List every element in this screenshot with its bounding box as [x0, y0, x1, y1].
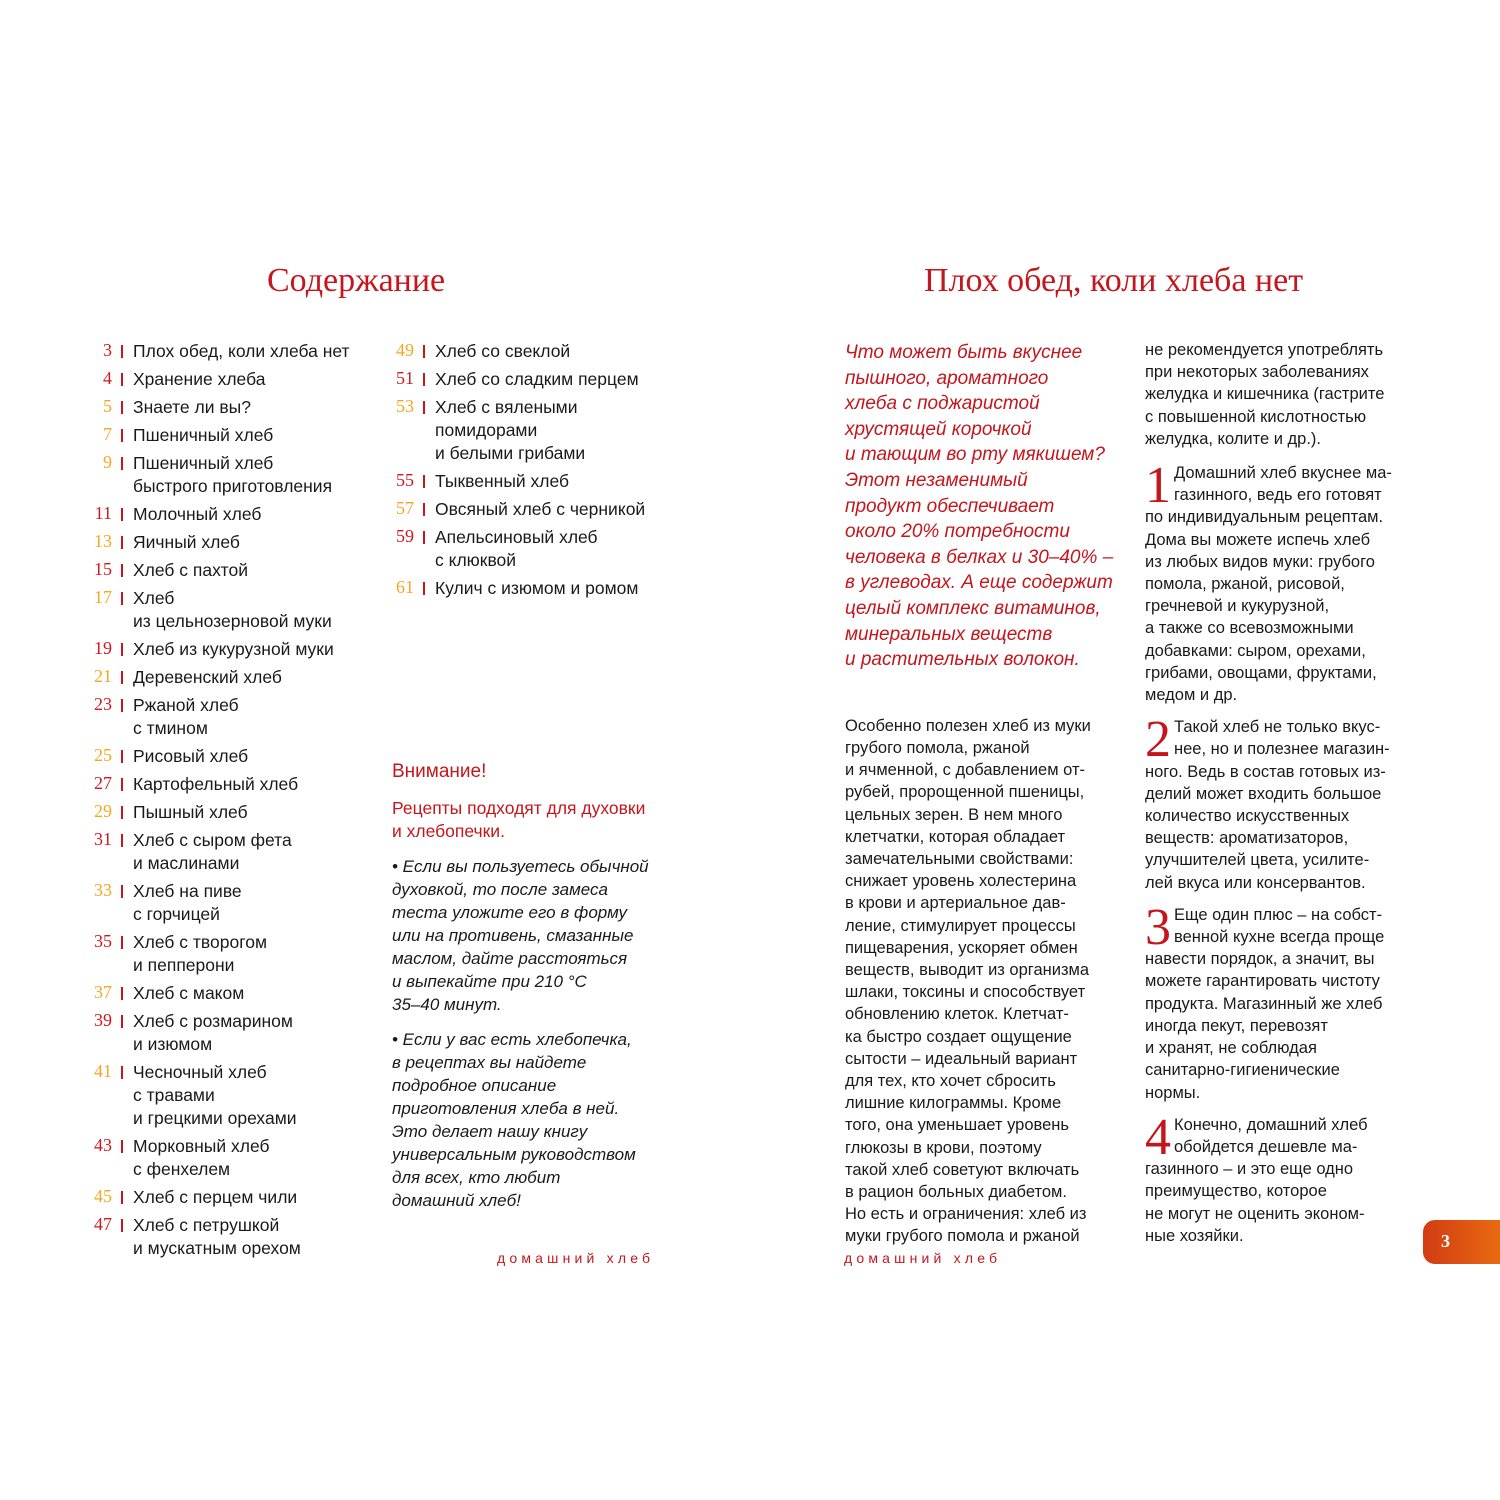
toc-entry[interactable] [88, 773, 368, 796]
toc-separator [121, 373, 123, 386]
toc-separator [121, 643, 123, 656]
attention-bullet-oven: • Если вы пользуетесь обычной духовкой, то после замеса теста уложите его в форму или на противень, смазанные маслом, дайте расстояться и выпекайте при 210 °C 35–40 минут. [392, 857, 649, 1014]
reason-paragraph [1145, 898, 1420, 1104]
toc-title: Тыквенный хлеб [435, 471, 570, 491]
reasons-list [1145, 457, 1420, 1247]
toc-separator [121, 987, 123, 1000]
toc-entry[interactable] [88, 424, 368, 447]
reason-text: Еще один плюс – на собст- венной кухне всегда проще навести порядок, а значит, вы можете гарантировать чистоту продукта. Магазинный же хлеб иногда пекут, перевозят и хранят, не соблюдая санитарно-гигиенические нормы. [1145, 905, 1385, 1102]
left-running-footer: домашний хлеб [497, 1250, 655, 1266]
toc-title: Хлеб с сыром фета и маслинами [133, 830, 292, 873]
toc-page-number: 45 [94, 1186, 112, 1206]
toc-entry[interactable] [88, 1010, 368, 1056]
toc-page-number: 27 [94, 773, 112, 793]
toc-entry[interactable] [390, 340, 680, 363]
toc-entry[interactable] [88, 1061, 368, 1130]
toc-separator [121, 429, 123, 442]
continuation-paragraph: не рекомендуется употреблять при некоторых заболеваниях желудка и кишечника (гастрите с повышенной кислотностью желудка, колите и др.). [1145, 341, 1385, 448]
toc-entry[interactable] [390, 470, 680, 493]
reason-drop-number: 2 [1145, 711, 1171, 769]
page-number-tab [1423, 1220, 1500, 1264]
toc-entry[interactable] [88, 559, 368, 582]
toc-separator [121, 564, 123, 577]
toc-page-number: 39 [94, 1010, 112, 1030]
toc-title: Морковный хлеб с фенхелем [133, 1136, 270, 1179]
toc-separator [121, 508, 123, 521]
toc-separator [121, 885, 123, 898]
toc-separator [121, 699, 123, 712]
toc-page-number: 21 [94, 666, 112, 686]
reason-paragraph [1145, 711, 1420, 894]
toc-title: Хлеб с творогом и пепперони [133, 932, 267, 975]
attention-bullet-breadmaker: • Если у вас есть хлебопечка, в рецептах вы найдете подробное описание приготовления хлеба в ней. Это делает нашу книгу универсальным руководством для всех, кто любит домашний хлеб! [392, 1030, 636, 1210]
right-running-footer: домашний хлеб [844, 1250, 1002, 1266]
right-page [750, 0, 1500, 1500]
toc-entry[interactable] [88, 982, 368, 1005]
toc-title: Пышный хлеб [133, 802, 248, 822]
toc-separator [121, 536, 123, 549]
toc-separator [423, 345, 425, 358]
reason-drop-number: 3 [1145, 898, 1171, 956]
toc-entry[interactable] [88, 531, 368, 554]
toc-separator [423, 373, 425, 386]
intro-column [845, 340, 1120, 1248]
toc-separator [423, 503, 425, 516]
intro-lead-paragraph: Что может быть вкуснее пышного, ароматного хлеба с поджаристой хрустящей корочкой и тающим во рту мякишем? Этот незаменимый продукт обеспечивает около 20% потребности человека в белках и 30–40% – в углеводах. А еще содержит целый комплекс витаминов, минеральных веществ и растительных волокон. [845, 342, 1114, 671]
toc-title: Хлеб с перцем чили [133, 1187, 298, 1207]
attention-title: Внимание! [392, 761, 487, 782]
toc-title: Молочный хлеб [133, 504, 262, 524]
toc-entry[interactable] [88, 931, 368, 977]
toc-separator [121, 401, 123, 414]
toc-separator [423, 582, 425, 595]
toc-entry[interactable] [390, 368, 680, 391]
reason-text: Конечно, домашний хлеб обойдется дешевле ма- газинного – и это еще одно преимущество, которое не могут не оценить эконом- ные хозяйки. [1145, 1115, 1368, 1245]
toc-page-number: 29 [94, 801, 112, 821]
toc-page-number: 3 [103, 340, 112, 360]
toc-page-number: 9 [103, 452, 112, 472]
toc-page-number: 57 [396, 498, 414, 518]
reason-drop-number: 1 [1145, 457, 1171, 515]
toc-title: Ржаной хлеб с тмином [133, 695, 239, 738]
toc-separator [121, 750, 123, 763]
toc-separator [121, 936, 123, 949]
toc-page-number: 5 [103, 396, 112, 416]
toc-title: Хранение хлеба [133, 369, 266, 389]
toc-page-number: 49 [396, 340, 414, 360]
page-number: 3 [1441, 1231, 1450, 1251]
toc-separator [423, 475, 425, 488]
attention-box [392, 760, 672, 1224]
toc-title: Пшеничный хлеб [133, 425, 274, 445]
toc-entry[interactable] [88, 503, 368, 526]
toc-title: Хлеб из кукурузной муки [133, 639, 334, 659]
toc-title: Хлеб с пахтой [133, 560, 249, 580]
toc-page-number: 47 [94, 1214, 112, 1234]
toc-separator [121, 1015, 123, 1028]
reason-paragraph [1145, 1108, 1420, 1247]
toc-entry[interactable] [88, 880, 368, 926]
toc-page-number: 41 [94, 1061, 112, 1081]
toc-title: Хлеб с маком [133, 983, 245, 1003]
toc-title: Хлеб с петрушкой и мускатным орехом [133, 1215, 301, 1258]
toc-entry[interactable] [88, 1186, 368, 1209]
toc-entry[interactable] [88, 452, 368, 498]
toc-title: Чесночный хлеб с травами и грецкими орехами [133, 1062, 297, 1128]
toc-title: Картофельный хлеб [133, 774, 299, 794]
toc-page-number: 23 [94, 694, 112, 714]
toc-separator [423, 401, 425, 414]
toc-title: Хлеб с вялеными помидорами и белыми грибами [435, 397, 586, 463]
toc-separator [121, 806, 123, 819]
toc-separator [121, 1191, 123, 1204]
toc-title: Яичный хлеб [133, 532, 240, 552]
toc-entry[interactable] [88, 745, 368, 768]
toc-page-number: 7 [103, 424, 112, 444]
toc-entry[interactable] [88, 1214, 368, 1260]
toc-title: Рисовый хлеб [133, 746, 249, 766]
reason-paragraph [1145, 457, 1420, 706]
toc-page-number: 11 [94, 503, 112, 523]
toc-page-number: 13 [94, 531, 112, 551]
toc-title: Деревенский хлеб [133, 667, 282, 687]
toc-page-number: 19 [94, 638, 112, 658]
toc-page-number: 35 [94, 931, 112, 951]
toc-page-number: 37 [94, 982, 112, 1002]
toc-page-number: 43 [94, 1135, 112, 1155]
toc-column-1 [88, 340, 368, 1265]
reason-text: Домашний хлеб вкуснее ма- газинного, ведь его готовят по индивидуальным рецептам. Дома вы можете испечь хлеб из любых видов муки: грубого помола, ржаной, рисовой, гречневой и кукурузной, а также со всевозможными добавками: сыром, орехами, грибами, овощами, фруктами, медом и др. [1145, 464, 1392, 705]
toc-separator [121, 1140, 123, 1153]
toc-separator [121, 671, 123, 684]
toc-entry[interactable] [88, 396, 368, 419]
toc-title: Знаете ли вы? [133, 397, 251, 417]
toc-page-number: 61 [396, 577, 414, 597]
toc-page-number: 55 [396, 470, 414, 490]
toc-separator [121, 592, 123, 605]
toc-title: Овсяный хлеб с черникой [435, 499, 646, 519]
toc-page-number: 4 [103, 368, 112, 388]
toc-entry[interactable] [88, 694, 368, 740]
toc-entry[interactable] [390, 498, 680, 521]
toc-separator [121, 1219, 123, 1232]
toc-entry[interactable] [390, 396, 680, 465]
toc-separator [121, 457, 123, 470]
toc-page-number: 59 [396, 526, 414, 546]
toc-entry[interactable] [88, 1135, 368, 1181]
intro-heading: Плох обед, коли хлеба нет [924, 262, 1304, 299]
toc-title: Хлеб с розмарином и изюмом [133, 1011, 293, 1054]
toc-title: Хлеб на пиве с горчицей [133, 881, 242, 924]
toc-page-number: 51 [396, 368, 414, 388]
toc-page-number: 33 [94, 880, 112, 900]
toc-separator [423, 531, 425, 544]
toc-title: Хлеб со свеклой [435, 341, 571, 361]
toc-entry[interactable] [88, 829, 368, 875]
toc-title: Пшеничный хлеб быстрого приготовления [133, 453, 333, 496]
toc-entry[interactable] [390, 577, 680, 600]
toc-entry[interactable] [88, 638, 368, 661]
toc-title: Хлеб из цельнозерновой муки [133, 588, 332, 631]
toc-entry[interactable] [390, 526, 680, 572]
toc-title: Апельсиновый хлеб с клюквой [435, 527, 598, 570]
toc-entry[interactable] [88, 587, 368, 633]
toc-page-number: 15 [94, 559, 112, 579]
toc-title: Кулич с изюмом и ромом [435, 578, 639, 598]
toc-separator [121, 834, 123, 847]
toc-title: Хлеб со сладким перцем [435, 369, 639, 389]
reasons-column [1145, 339, 1420, 1257]
toc-title: Плох обед, коли хлеба нет [133, 341, 350, 361]
reason-text: Такой хлеб не только вкус- нее, но и полезнее магазин- ного. Ведь в состав готовых из- делий может входить большое количество искусственных веществ: ароматизаторов, улучшителей цвета, усилите- лей вкуса или консервантов. [1145, 718, 1390, 892]
toc-heading: Содержание [267, 262, 446, 299]
intro-body-paragraph: Особенно полезен хлеб из муки грубого помола, ржаной и ячменной, с добавлением от- рубей, пророщенной пшеницы, цельных зерен. В нем много клетчатки, которая обладает замечательными свойствами: снижает уровень холестерина в крови и артериальное дав- ление, стимулирует процессы пищеварения, ускоряет обмен веществ, выводит из организма шлаки, токсины и способствует обновлению клеток. Клетчат- ка быстро создает ощущение сытости – идеальный вариант для тех, кто хочет сбросить лишние килограммы. Кроме того, она уменьшает уровень глюкозы в крови, поэтому такой хлеб советуют включать в рацион больных диабетом. Но есть и ограничения: хлеб из муки грубого помола и ржаной [845, 716, 1091, 1246]
toc-column-2 [390, 340, 680, 605]
reason-drop-number: 4 [1145, 1108, 1171, 1166]
toc-page-number: 25 [94, 745, 112, 765]
toc-entry[interactable] [88, 666, 368, 689]
toc-entry[interactable] [88, 340, 368, 363]
toc-separator [121, 1066, 123, 1079]
toc-entry[interactable] [88, 368, 368, 391]
toc-page-number: 53 [396, 396, 414, 416]
attention-lead: Рецепты подходят для духовки и хлебопечки. [392, 798, 646, 841]
toc-page-number: 31 [94, 829, 112, 849]
toc-page-number: 17 [94, 587, 112, 607]
toc-entry[interactable] [88, 801, 368, 824]
toc-separator [121, 345, 123, 358]
toc-separator [121, 778, 123, 791]
